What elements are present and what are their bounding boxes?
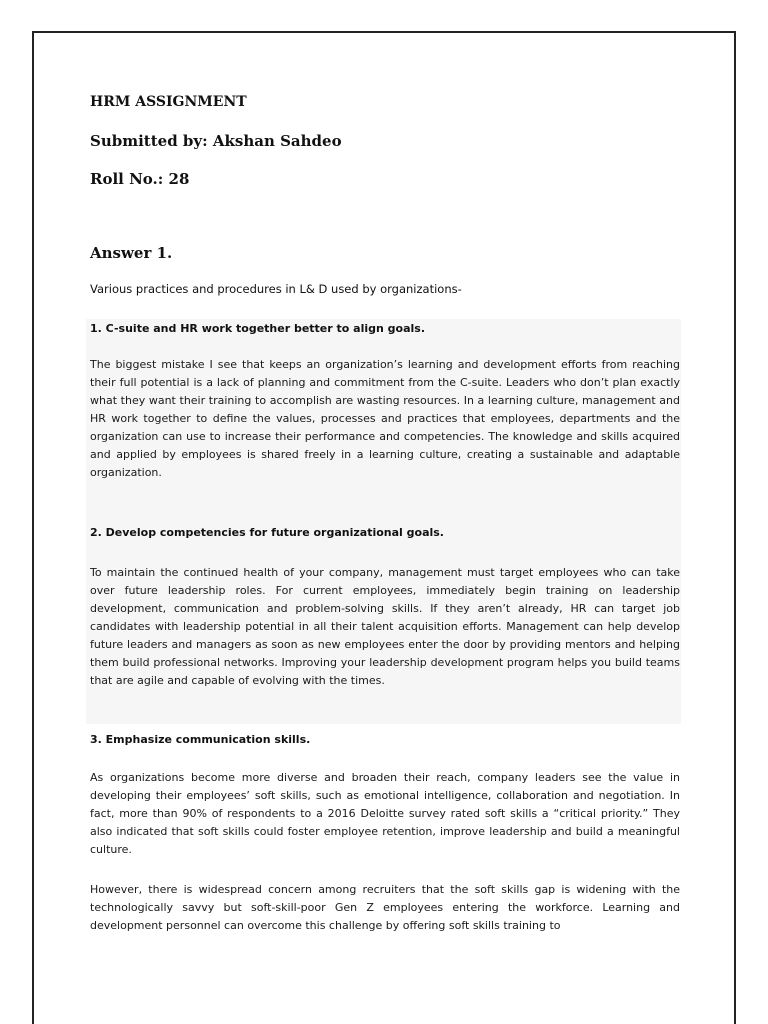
intro-line: Various practices and procedures in L& D used by organizations- [90, 282, 462, 296]
section-3-paragraph-1: As organizations become more diverse and broaden their reach, company leaders see the value in developing their employees’ soft skills, such as emotional intelligence, collaboration and negotiation. In fact, more than 90% of respondents to a 2016 Deloitte survey rated soft skills a “critical priority.” They also indicated that soft skills could foster employee retention, improve leadership and build a meaningful culture. [90, 771, 680, 856]
section-1-paragraph: The biggest mistake I see that keeps an organization’s learning and development efforts from reaching their full potential is a lack of planning and commitment from the C-suite. Leaders who don’t plan exactly what they want their training to accomplish are wasting resources. In a learning culture, management and HR work together to define the values, processes and practices that employees, departments and the organization can use to increase their performance and competencies. The knowledge and skills acquired and applied by employees is shared freely in a learning culture, creating a sustainable and adaptable organization. [90, 358, 680, 479]
answer-heading: Answer 1. [90, 244, 173, 262]
section-2-paragraph: To maintain the continued health of your company, management must target employees who can take over future leadership roles. For current employees, immediately begin training on leadership development, communication and problem-solving skills. If they aren’t already, HR can target job candidates with leadership potential in all their talent acquisition efforts. Management can help develop future leaders and managers as soon as new employees enter the door by providing mentors and helping them build professional networks. Improving your leadership development program helps you build teams that are agile and capable of evolving with the times. [90, 566, 680, 687]
section-3-title: 3. Emphasize communication skills. [90, 733, 311, 746]
assignment-title: HRM ASSIGNMENT [90, 94, 247, 110]
roll-number: Roll No.: 28 [90, 170, 190, 188]
submitted-by: Submitted by: Akshan Sahdeo [90, 132, 342, 150]
section-3-paragraph-2: However, there is widespread concern among recruiters that the soft skills gap is widening with the technologically savvy but soft-skill-poor Gen Z employees entering the workforce. Learning and development personnel can overcome this challenge by offering soft skills training to [90, 883, 680, 932]
section-2-title: 2. Develop competencies for future organizational goals. [90, 526, 444, 539]
section-1-title: 1. C-suite and HR work together better to align goals. [90, 322, 426, 335]
